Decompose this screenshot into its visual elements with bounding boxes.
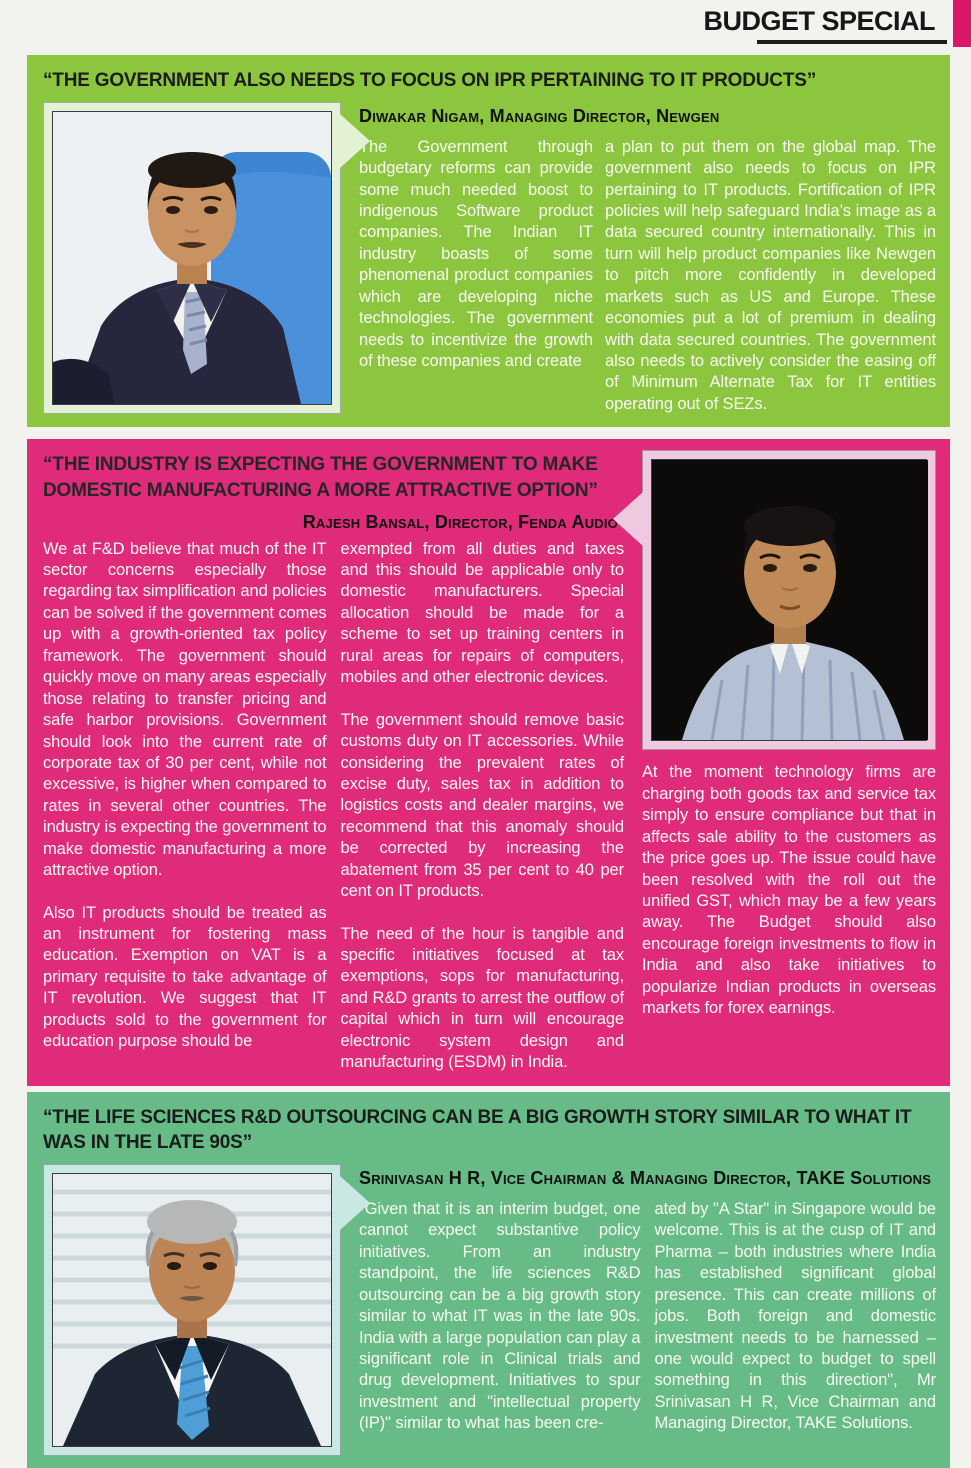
article-column [43,539,327,1074]
photo-block-take [43,1164,341,1456]
section-headline: “THE LIFE SCIENCES R&D OUTSOURCING CAN BE A BIG GROWTH STORY SIMILAR TO WHAT IT WAS IN THE LATE 90S” [43,1106,912,1154]
photo-block-newgen [43,102,341,416]
quote-section-fenda-audio [27,439,950,1085]
section-headline: “THE INDUSTRY IS EXPECTING THE GOVERNMENT TO MAKE DOMESTIC MANUFACTURING A MORE ATTRACTIVE OPTION” [43,454,598,501]
article-paragraph: The government should remove basic customs duty on IT accessories. While considering the prevalent rates of excise duty, sales tax in addition to logistics costs and dealer margins, we recommend that this anomaly should be corrected by increasing the abatement from 35 per cent to 40 per cent on IT products. [340,710,624,901]
corner-accent-block [953,0,971,47]
portrait-diwakar-nigam-photo [53,112,331,404]
article-column [359,137,593,416]
article-paragraph: At the moment technology firms are charging both goods tax and service tax simply to ensure compliance but that in affects sale ability to the customers as the price goes up. The issue could have been resolved with the roll out the unified GST, which may be a few years away. The Budget should also encourage foreign investments to flow in India and also take initiatives to popularize Indian products in overseas markets for forex earnings. [642,763,936,1018]
speaker-byline: Rajesh Bansal, Director, Fenda Audio [302,511,618,532]
page-title: BUDGET SPECIAL [703,6,935,36]
article-column [642,762,936,1019]
article-paragraph: a plan to put them on the global map. The government also needs to focus on IPR pertaining to IT products. Fortification of IPR policies will help safeguard India’s image as a data secured country internationally. This in turn will help product companies like Newgen to pitch more confidently in developed markets such as US and Europe. These economies put a lot of premium in dealing with data secured countries. The government also needs to actively consider the easing off of Minimum Alternate Tax for IT entities operating out of SEZs. [605,137,936,413]
article-column [341,539,625,1074]
article-sections [27,55,950,1468]
article-paragraph: Also IT products should be treated as an instrument for fostering mass education. Exemption on VAT is a primary requisite to take advantage of IT revolution. We suggest that IT products sold to the government for education purpose should be [43,903,327,1051]
speaker-byline: Srinivasan H R, Vice Chairman & Managing Director, TAKE Solutions [359,1167,932,1188]
article-column [655,1199,937,1435]
quote-section-newgen [27,55,950,427]
photo-frame [43,1164,341,1456]
article-paragraph: ated by "A Star" in Singapore would be welcome. This is at the cusp of IT and Pharma – both industries where India has established significant global presence. This can create millions of jobs. Both foreign and domestic investment needs to be harnessed – one would expect to budget to spell something in this direction", Mr Srinivasan H R, Vice Chairman and Managing Director, TAKE Solutions. [654,1199,936,1433]
article-column [605,137,936,416]
portrait-rajesh-bansal-photo [652,460,928,740]
callout-arrow-right-icon [340,1176,370,1230]
article-paragraph: "Given that it is an interim budget, one cannot expect substantive policy initiatives. From an industry standpoint, the life sciences R&D outsourcing can be a big growth story similar to what IT was in the late 90s. India with a large population can play a significant role in Clinical trials and drug development. Initiatives to spur investment and "intellectual property (IP)" similar to what has been cre- [359,1199,641,1433]
article-paragraph: exempted from all duties and taxes and this should be applicable only to domestic manufacturers. Special allocation should be made for a scheme to set up training centers in rural areas for repairs of computers, mobiles and other electronic devices. [340,539,624,687]
speaker-byline: Diwakar Nigam, Managing Director, Newgen [359,105,720,126]
page-header [0,0,971,55]
quote-section-take-solutions [27,1092,950,1468]
masthead-underline [757,40,947,44]
callout-arrow-left-icon [613,492,643,546]
article-paragraph: The Government through budgetary reforms can provide some much needed boost to indigenous Software product companies. The Indian IT industry boasts of some phenomenal product companies which are developing niche technologies. The government needs to incentivize the growth of these companies and create [359,137,593,371]
photo-block-fenda [642,450,936,750]
photo-frame [642,450,936,750]
photo-frame [43,102,341,414]
article-paragraph: The need of the hour is tangible and specific initiatives focused at tax exemptions, sops for manufacturing, and R&D grants to arrest the outflow of capital which in turn will encourage electronic system design and manufacturing (ESDM) in India. [340,924,624,1072]
callout-arrow-right-icon [340,114,370,168]
article-column [359,1199,641,1435]
portrait-srinivasan-h-r-photo [53,1174,331,1446]
section-headline: “THE GOVERNMENT ALSO NEEDS TO FOCUS ON IPR PERTAINING TO IT PRODUCTS” [43,70,816,91]
article-paragraph: We at F&D believe that much of the IT sector concerns especially those regarding tax simplification and policies can be solved if the government comes up with a growth-oriented tax policy framework. The government should quickly move on many areas especially those relating to transfer pricing and safe harbor provisions. Government should look into the current rate of corporate tax of 30 per cent, while not excessive, is higher when compared to rates in several other countries. The industry is expecting the government to make domestic manufacturing a more attractive option. [43,539,327,880]
